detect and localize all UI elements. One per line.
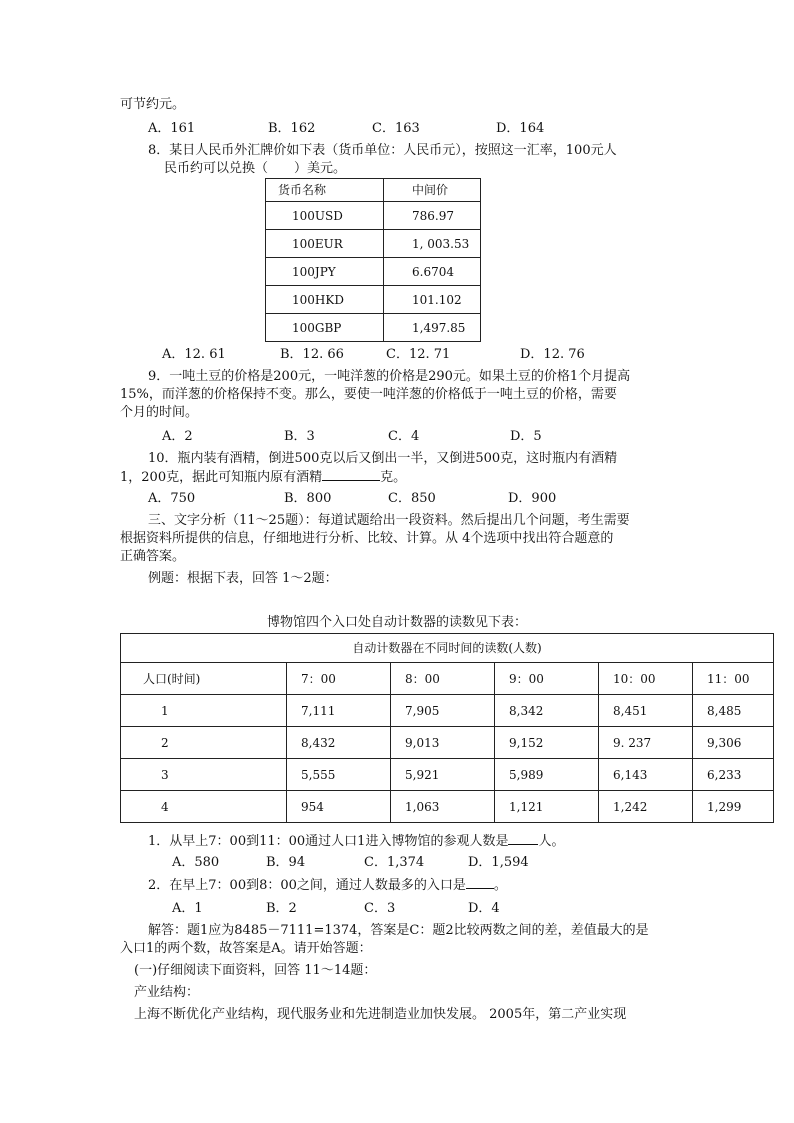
header-time: 7：00 [287, 663, 391, 695]
table-cell: 5,921 [391, 759, 495, 791]
table-cell: 9. 237 [599, 727, 693, 759]
header-entrance: 人口(时间) [121, 663, 287, 695]
table-header-row [266, 179, 481, 202]
table-cell: 6,143 [599, 759, 693, 791]
example-intro: 例题：根据下表，回答 1～2题： [148, 571, 338, 586]
table-cell: 7,111 [287, 695, 391, 727]
q10-option-c[interactable]: C．850 [388, 491, 436, 506]
table-row [266, 230, 481, 258]
table-cell: 8,342 [495, 695, 599, 727]
table-cell: 7,905 [391, 695, 495, 727]
answer-blank[interactable] [322, 468, 380, 481]
exchange-rate-table [265, 178, 481, 342]
q7-option-d[interactable]: D．164 [496, 121, 545, 136]
table-row [121, 695, 774, 727]
table-title-row [121, 634, 774, 663]
table-cell: 4 [121, 791, 287, 823]
q10-text-line2-start: 1，200克，据此可知瓶内原有酒精 [120, 470, 323, 485]
industry-heading: 产业结构： [134, 985, 200, 1000]
header-time: 9：00 [495, 663, 599, 695]
table-cell: 100GBP [266, 314, 384, 342]
example-q1-end: 人。 [538, 834, 565, 849]
table-cell: 9,013 [391, 727, 495, 759]
table-header-row [121, 663, 774, 695]
section3-text-line1: 三、文字分析（11～25题）：每道试题给出一段资料。然后提出几个问题，考生需要 [148, 513, 630, 528]
table-cell: 5,555 [287, 759, 391, 791]
section3-text-line3: 正确答案。 [120, 549, 186, 564]
continuation-text: 可节约元。 [120, 97, 186, 112]
example-q2-text [148, 876, 507, 895]
table-cell: 1,063 [391, 791, 495, 823]
header-currency: 货币名称 [266, 179, 384, 202]
example-q1-option-c[interactable]: C．1,374 [364, 855, 425, 870]
table-row [121, 791, 774, 823]
q9-text-line3: 个月的时间。 [120, 405, 199, 420]
answer-blank[interactable] [466, 876, 494, 889]
table-cell: 1, 003.53 [384, 230, 481, 258]
q10-option-d[interactable]: D．900 [508, 491, 557, 506]
table-cell: 8,485 [693, 695, 774, 727]
part1-instruction: (一)仔细阅读下面资料，回答 11～14题： [134, 963, 377, 978]
table-cell: 786.97 [384, 202, 481, 230]
answer-text-line2: 入口1的两个数，故答案是A。请开始答题： [120, 941, 372, 956]
example-q2-option-b[interactable]: B．2 [266, 901, 297, 916]
table-cell: 9,152 [495, 727, 599, 759]
table-cell: 2 [121, 727, 287, 759]
table-cell: 8,451 [599, 695, 693, 727]
q10-text-line2 [120, 468, 406, 487]
table-cell: 6.6704 [384, 258, 481, 286]
q8-option-c[interactable]: C．12. 71 [386, 347, 451, 362]
answer-blank[interactable] [508, 832, 538, 845]
section3-text-line2: 根据资料所提供的信息，仔细地进行分析、比较、计算。从 4个选项中找出符合题意的 [120, 531, 614, 546]
q9-option-a[interactable]: A．2 [162, 429, 193, 444]
q9-option-c[interactable]: C．4 [388, 429, 420, 444]
table-row [121, 759, 774, 791]
museum-counter-table [120, 633, 774, 823]
table-cell: 6,233 [693, 759, 774, 791]
q7-option-b[interactable]: B．162 [268, 121, 316, 136]
table-row [266, 286, 481, 314]
museum-table-caption: 博物馆四个入口处自动计数器的读数见下表： [266, 615, 527, 630]
header-time: 10：00 [599, 663, 693, 695]
q10-option-a[interactable]: A．750 [148, 491, 196, 506]
q8-text-line1: 8．某日人民币外汇牌价如下表（货币单位：人民币元），按照这一汇率，100元人 [148, 143, 617, 158]
table-title: 自动计数器在不同时间的读数(人数) [121, 634, 774, 663]
q8-option-a[interactable]: A．12. 61 [162, 347, 226, 362]
table-cell: 954 [287, 791, 391, 823]
example-q1-option-b[interactable]: B．94 [266, 855, 306, 870]
q7-option-a[interactable]: A．161 [148, 121, 196, 136]
table-row [266, 202, 481, 230]
example-q2-option-d[interactable]: D．4 [468, 901, 500, 916]
q9-option-b[interactable]: B．3 [284, 429, 315, 444]
q8-option-d[interactable]: D．12. 76 [520, 347, 585, 362]
q9-text-line2: 15%，而洋葱的价格保持不变。那么，要使一吨洋葱的价格低于一吨土豆的价格，需要 [120, 387, 617, 402]
table-row [266, 258, 481, 286]
header-time: 8：00 [391, 663, 495, 695]
table-cell: 1,497.85 [384, 314, 481, 342]
table-row [121, 727, 774, 759]
example-q2-option-a[interactable]: A．1 [172, 901, 203, 916]
table-cell: 1,242 [599, 791, 693, 823]
q7-option-c[interactable]: C．163 [372, 121, 420, 136]
table-cell: 9,306 [693, 727, 774, 759]
answer-text-line1: 解答：题1应为8485－7111=1374，答案是C：题2比较两数之间的差，差值最大的是 [148, 923, 649, 938]
table-cell: 1,299 [693, 791, 774, 823]
example-q1-option-a[interactable]: A．580 [172, 855, 220, 870]
header-time: 11：00 [693, 663, 774, 695]
example-q2-option-c[interactable]: C．3 [364, 901, 396, 916]
table-cell: 100JPY [266, 258, 384, 286]
table-cell: 5,989 [495, 759, 599, 791]
q8-option-b[interactable]: B．12. 66 [280, 347, 344, 362]
table-cell: 101.102 [384, 286, 481, 314]
table-cell: 100HKD [266, 286, 384, 314]
table-cell: 3 [121, 759, 287, 791]
example-q2-end: 。 [493, 878, 507, 893]
q10-option-b[interactable]: B．800 [284, 491, 332, 506]
industry-text-line1: 上海不断优化产业结构，现代服务业和先进制造业加快发展。 2005年，第二产业实现 [134, 1007, 627, 1022]
table-cell: 100USD [266, 202, 384, 230]
table-cell: 1 [121, 695, 287, 727]
example-q1-text [148, 832, 564, 851]
q8-text-line2: 民币约可以兑换（ ）美元。 [164, 161, 347, 176]
example-q1-option-d[interactable]: D．1,594 [468, 855, 529, 870]
table-cell: 1,121 [495, 791, 599, 823]
q10-text-line1: 10．瓶内装有酒精，倒进500克以后又倒出一半，又倒进500克，这时瓶内有酒精 [148, 451, 618, 466]
q9-option-d[interactable]: D．5 [510, 429, 542, 444]
example-q2-start: 2．在早上7：00到8：00之间，通过人数最多的入口是 [148, 878, 466, 893]
table-cell: 8,432 [287, 727, 391, 759]
header-middle-rate: 中间价 [384, 179, 481, 202]
q10-text-line2-end: 克。 [380, 470, 407, 485]
table-cell: 100EUR [266, 230, 384, 258]
q9-text-line1: 9．一吨土豆的价格是200元，一吨洋葱的价格是290元。如果土豆的价格1个月提高 [148, 369, 631, 384]
example-q1-start: 1．从早上7：00到11：00通过人口1进入博物馆的参观人数是 [148, 834, 509, 849]
table-row [266, 314, 481, 342]
